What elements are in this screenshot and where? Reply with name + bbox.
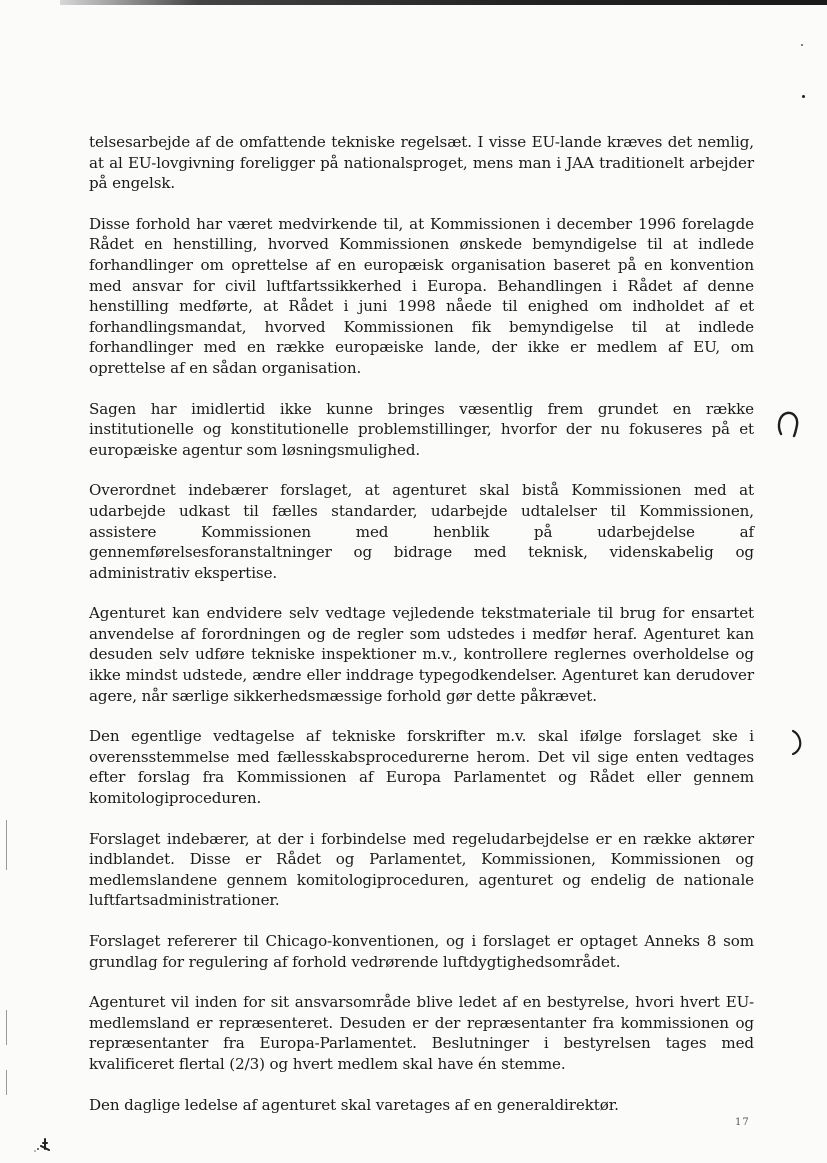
document-body	[89, 132, 754, 1135]
scan-left-edge	[6, 820, 7, 870]
paragraph: Den daglige ledelse af agenturet skal varetages af en generaldirektør.	[89, 1095, 619, 1114]
scan-top-edge	[60, 0, 827, 5]
paragraph: Forslaget indebærer, at der i forbindelse med regeludarbejdelse er en række aktører indblandet. Disse er Rådet og Parlamentet, Kommissionen, Kommissionen og medlemslandene gennem komitologiproceduren, agenturet og endelig de nationale luftfartsadministrationer.	[89, 829, 754, 910]
paragraph: Overordnet indebærer forslaget, at agenturet skal bistå Kommissionen med at udarbejde udkast til fælles standarder, udarbejde udtalelser til Kommissionen, assistere Kommissionen med henblik på udarbejdelse af gennemførelsesforanstaltninger og bidrage med teknisk, videnskabelig og administrativ ekspertise.	[89, 481, 754, 582]
page-number: 17	[735, 1117, 750, 1128]
paragraph: Den egentlige vedtagelse af tekniske forskrifter m.v. skal ifølge forslaget ske i overensstemmelse med fællesskabsprocedurerne herom. Det vil sige enten vedtages efter forslag fra Kommissionen af Europa Parlamentet og Rådet eller gennem komitologiproceduren.	[89, 727, 754, 808]
margin-punch-mark-lower	[790, 728, 806, 756]
speck	[802, 95, 805, 98]
paragraph: Forslaget refererer til Chicago-konventionen, og i forslaget er optaget Anneks 8 som grundlag for regulering af forhold vedrørende luftdygtighedsområdet.	[89, 932, 754, 971]
paragraph: Sagen har imidlertid ikke kunne bringes væsentlig frem grundet en række institutionelle og konstitutionelle problemstillinger, hvorfor der nu fokuseres på et europæiske agentur som løsningsmulighed.	[89, 399, 754, 459]
margin-punch-mark-upper	[776, 410, 800, 438]
corner-ink-mark	[33, 1137, 53, 1153]
paragraph: Agenturet kan endvidere selv vedtage vejledende tekstmateriale til brug for ensartet anvendelse af forordningen og de regler som udstedes i medfør heraf. Agenturet kan desuden selv udføre tekniske inspektioner m.v., kontrollere reglernes overholdelse og ikke mindst udstede, ændre eller inddrage typegodkendelser. Agenturet kan derudover agere, når særlige sikkerhedsmæssige forhold gør dette påkrævet.	[89, 604, 754, 705]
paragraph: Agenturet vil inden for sit ansvarsområde blive ledet af en bestyrelse, hvori hvert EU-medlemsland er repræsenteret. Desuden er der repræsentanter fra kommissionen og repræsentanter fra Europa-Parlamentet. Beslutninger i bestyrelsen tages med kvalificeret flertal (2/3) og hvert medlem skal have én stemme.	[89, 993, 754, 1073]
paragraph: Disse forhold har været medvirkende til, at Kommissionen i december 1996 forelagde Rådet en henstilling, hvorved Kommissionen ønskede bemyndigelse til at indlede forhandlinger om oprettelse af en europæisk organisation baseret på en konvention med ansvar for civil luftfartssikkerhed i Europa. Behandlingen i Rådet af denne henstilling medførte, at Rådet i juni 1998 nåede til enighed om indholdet af et forhandlingsmandat, hvorved Kommissionen fik bemyndigelse til at indlede forhandlinger med en række europæiske lande, der ikke er medlem af EU, om oprettelse af en sådan organisation.	[89, 214, 754, 377]
scan-left-edge	[6, 1010, 7, 1045]
speck	[801, 44, 803, 46]
paragraph: telsesarbejde af de omfattende tekniske regelsæt. I visse EU-lande kræves det nemlig, at al EU-lovgivning foreligger på nationalsproget, mens man i JAA traditionelt arbejder på engelsk.	[89, 133, 754, 193]
scan-left-edge	[6, 1070, 7, 1095]
